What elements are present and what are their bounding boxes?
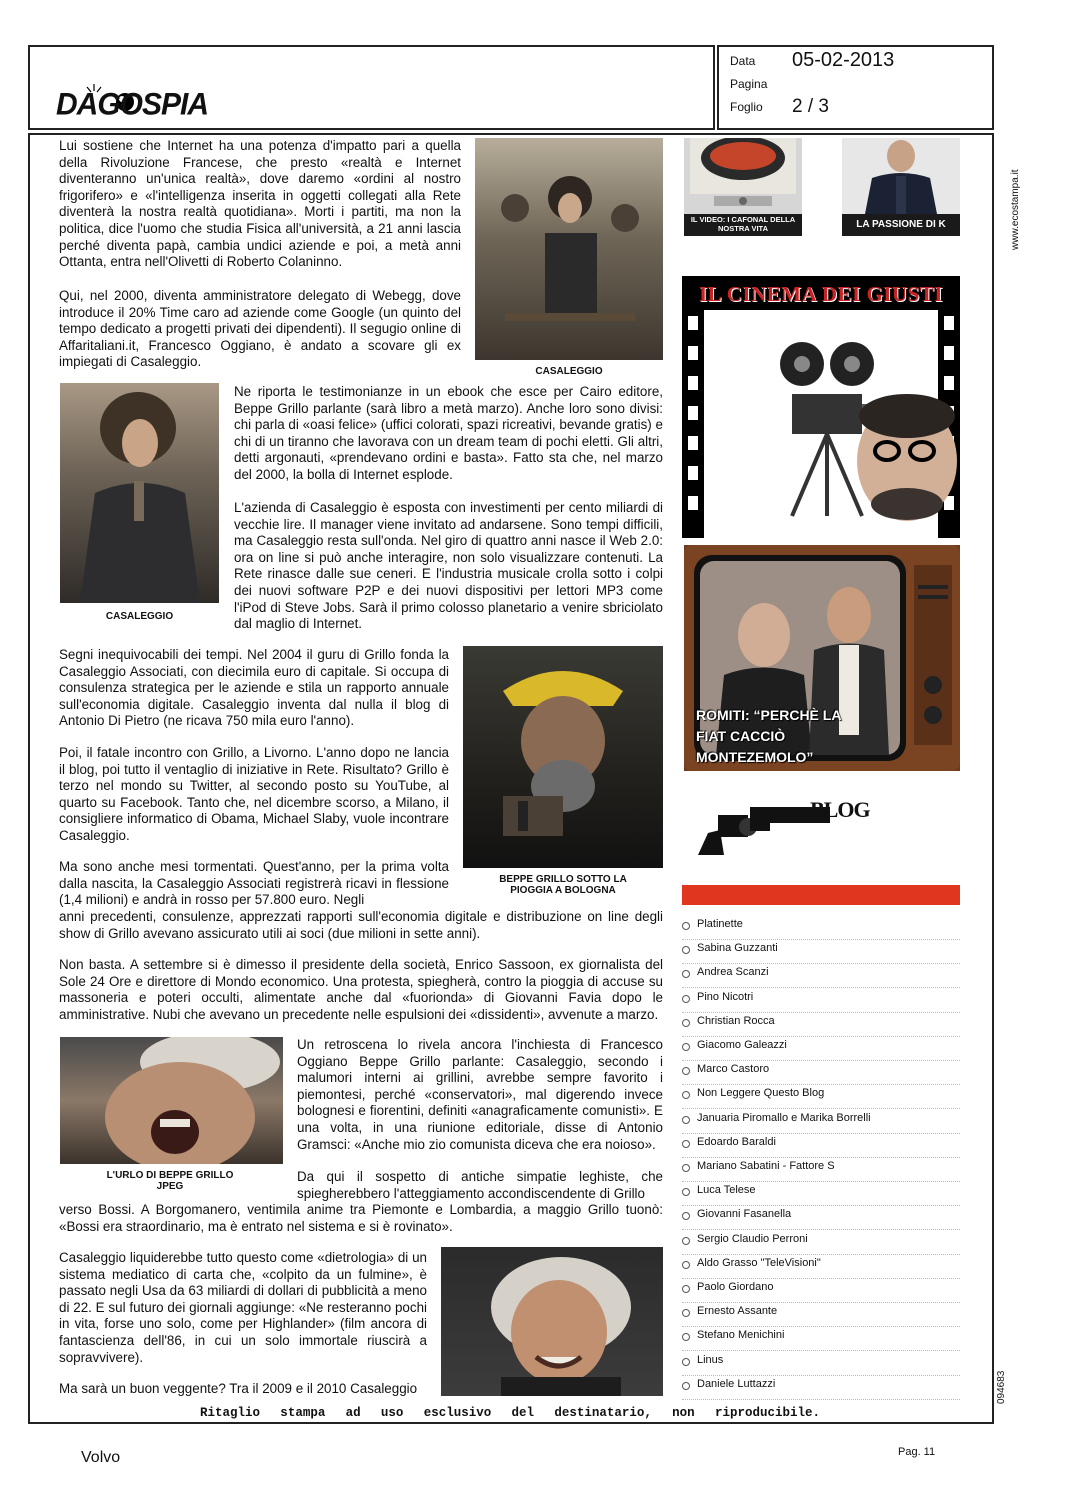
cinema-banner[interactable] [682,276,960,538]
sidebar-link[interactable] [682,1112,960,1134]
sidebar-link-label[interactable]: Paolo Giordano [697,1281,774,1293]
sidebar-link[interactable] [682,1063,960,1085]
bullet-icon [682,1067,690,1075]
paragraph-11: Casaleggio liquiderebbe tutto questo come «dietrologia» di un sistema mediatico di carta che, «colpito da un fulmine», è passato negli Usa da 63 miliardi di dollari di pubblicità a meno di 22. E sul futuro dei giornali aggiunge: «Ne resteranno pochi in vita, forse uno solo, come per Highlander» (film ancora di fantascienza dell'86, in cui un solo immortale riuscirà a sopravvivere). [59,1250,427,1365]
sidebar-link-label[interactable]: Pino Nicotri [697,990,754,1003]
bullet-icon [682,946,690,954]
paragraph-7a: Ma sono anche mesi tormentati. Quest'anno, per la prima volta dalla nascita, la Casaleggio Associati registrerà ricavi in flessione (1,4 milioni) e andrà in rosso per 57.800 euro. Negli [59,859,449,908]
photo-grillo-scream [60,1037,283,1164]
bullet-icon [682,995,690,1003]
bullet-icon [682,1140,690,1148]
sidebar-link-label[interactable]: Christian Rocca [697,1014,775,1027]
sidebar-link[interactable] [682,1208,960,1230]
bullet-icon [682,1261,690,1269]
sidebar-link-label[interactable]: Marco Castoro [697,1063,770,1076]
paragraph-4: L'azienda di Casaleggio è esposta con investimenti per cento miliardi di vecchie lire. Il manager viene invitato ad andarsene. Sono tempi difficili, ma Casaleggio resta sull'onda. Nel giro di quattro anni nasce il Web 2.0: ora on line si può anche interagire, non solo visualizzare contenuti. La Rete rinasce dalle sue ceneri. E l'industria musicale crolla sotto i colpi dei nuovi software P2P e dei nuovi dispositivi per lettori MP3 come l'iPod di Steve Jobs. Sarà il primo colosso planetario a venire sbriciolato dal maglio di Internet. [234,500,663,632]
photo-casaleggio-stage [475,138,663,360]
sidebar-link-label[interactable]: Platinette [697,918,743,930]
sidebar-link-label[interactable]: Sergio Claudio Perroni [697,1232,808,1245]
caption-grillo-rain: BEPPE GRILLO SOTTO LA PIOGGIA A BOLOGNA [499,874,627,896]
sidebar-link-label[interactable]: Januaria Piromallo e Marika Borrelli [697,1111,871,1124]
caption-grillo-scream: L'URLO DI BEPPE GRILLO JPEG [106,1170,234,1192]
paragraph-10b: verso Bossi. A Borgomanero, ventimila anime tra Piemonte e Lombardia, a maggio Grillo tuonò: «Bossi era straordinario, ma è entrato nel sistema e si è rovinato». [59,1202,663,1234]
sidebar-link[interactable] [682,1305,960,1327]
sidebar-link-label[interactable]: Ernesto Assante [697,1305,778,1318]
bullet-icon [682,1237,690,1245]
sidebar-link[interactable] [682,1039,960,1061]
sidebar-link[interactable] [682,991,960,1013]
bullet-icon [682,1116,690,1124]
paragraph-1: Lui sostiene che Internet ha una potenza d'impatto pari a quella della Rivoluzione Francese, che presto «realtà e Internet diventeranno un'unica realtà», dove daremo «ordini al nostro frigorifero» e «l'intelligenza inserita in oggetti collegati alla Rete diventerà la nostra realtà quotidiana». Morti i partiti, ma non la politica, dice l'uomo che studia Fisica all'università, a 21 anni lascia perché diventa papà, cambia undici aziende e poi, a metà anni Ottanta, entra nell'Olivetti di Roberto Colaninno. [59,138,461,270]
paragraph-7b: anni precedenti, consulenze, apprezzati rapporti sull'economia digitale e distribuzione on line degli show di Grillo avevano assicurato utili ai soci (due milioni in sette anni). [59,909,663,941]
blog-logo[interactable] [690,795,870,873]
date-value: 05-02-2013 [792,49,895,71]
client-name: Volvo [81,1449,121,1466]
video-thumbnail[interactable] [684,138,802,214]
passion-thumbnail[interactable] [842,138,960,214]
sidebar-link-label[interactable]: Aldo Grasso "TeleVisioni" [697,1256,821,1269]
bullet-icon [682,970,690,978]
paragraph-9: Un retroscena lo rivela ancora l'inchiesta di Francesco Oggiano Beppe Grillo parlante: Casaleggio, secondo i malumori interni ai grillini, avrebbe sempre favorito i piemontesi, perché «conservatori», mal digerendo invece bolognesi e fiorentini, definiti «anagraficamente comunisti». E una volta, in una riunione editoriale, disse di Antonio Gramsci: «Anche mio zio comunista diceva che era noioso». [297,1037,663,1152]
sidebar-red-bar [682,885,960,905]
paragraph-12: Ma sarà un buon veggente? Tra il 2009 e il 2010 Casaleggio [59,1381,418,1396]
sidebar-link[interactable] [682,1354,960,1376]
sidebar-link-label[interactable]: Edoardo Baraldi [697,1135,776,1148]
bullet-icon [682,1164,690,1172]
bullet-icon [682,1333,690,1341]
paragraph-10a: Da qui il sospetto di antiche simpatie leghiste, che spiegherebbero l'atteggiamento accondiscendente di Grillo [297,1169,663,1201]
sidebar-link[interactable] [682,1378,960,1400]
cinema-title[interactable]: IL CINEMA DEI GIUSTI [699,282,943,306]
sidebar-link-label[interactable]: Daniele Luttazzi [697,1377,776,1390]
sidebar-link[interactable] [682,942,960,964]
sidebar-link-label[interactable]: Giacomo Galeazzi [697,1039,787,1051]
video-caption[interactable]: IL VIDEO: I CAFONAL DELLA NOSTRA VITA [684,214,802,236]
paragraph-2: Qui, nel 2000, diventa amministratore delegato di Webegg, dove introduce il 20% Time caro ad aziende come Google (un quinto del tempo dedicato a progetti privati dei dipendenti). Il segugio online di Affaritaliani.it, Francesco Oggiano, è andato a scovare gli ex impiegati di Casaleggio. [59,288,461,370]
bullet-icon [682,1043,690,1051]
disclaimer: Ritaglio stampa ad uso esclusivo del destinatario, non riproducibile. [200,1406,820,1420]
page-label: Pagina [730,77,768,91]
bullet-icon [682,1358,690,1366]
photo-casaleggio-portrait [60,383,219,603]
sidebar-link-label[interactable]: Mariano Sabatini - Fattore S [697,1160,835,1172]
sidebar-link[interactable] [682,1233,960,1255]
bullet-icon [682,1309,690,1317]
photo-grillo-rain [463,646,663,868]
sidebar-link-label[interactable]: Giovanni Fasanella [697,1208,792,1221]
logo-text: DAGOSPIA [56,87,209,122]
paragraph-3: Ne riporta le testimonianze in un ebook che esce per Cairo editore, Beppe Grillo parlante (sarà libro a metà marzo). Anche loro sono divisi: chi parla di «oasi felice» (uffici colorati, spazi ricreativi, bevande gratis) e chi di un tiranno che lavorava con un dream team di pochi eletti. Gli altri, detti argonauti, «prendevano ordini e basta». Fatto sta che, nel marzo del 2000, la bolla di Internet esplode. [234,384,663,482]
sidebar-link[interactable] [682,1087,960,1109]
caption-casaleggio-1: CASALEGGIO [535,366,603,377]
sidebar-link[interactable] [682,1257,960,1279]
dagospia-logo [56,82,209,122]
sidebar-link-label[interactable]: Sabina Guzzanti [697,942,778,955]
side-code: 094683 [996,1370,1007,1404]
page-number: Pag. 11 [898,1446,936,1458]
sidebar-link[interactable] [682,966,960,988]
sidebar-link-label[interactable]: Andrea Scanzi [697,966,769,979]
sidebar-link-label[interactable]: Linus [697,1353,724,1366]
sidebar-link[interactable] [682,1136,960,1158]
blog-label[interactable]: BLOG [810,797,870,822]
caption-casaleggio-2: CASALEGGIO [105,611,174,622]
bullet-icon [682,1188,690,1196]
sidebar-link[interactable] [682,918,960,940]
date-label: Data [730,54,756,68]
bullet-icon [682,1019,690,1027]
bullet-icon [682,1212,690,1220]
sidebar-link[interactable] [682,1329,960,1351]
tv-caption[interactable]: ROMITI: “PERCHÈ LA FIAT CACCIÒ MONTEZEMOLO” [696,707,841,765]
photo-grillo-smile [441,1247,663,1396]
sidebar-link-label[interactable]: Non Leggere Questo Blog [697,1087,825,1100]
side-site: www.ecostampa.it [1010,169,1021,250]
sidebar-link[interactable] [682,1184,960,1206]
sidebar-link-label[interactable]: Luca Telese [697,1184,756,1197]
passion-caption[interactable]: LA PASSIONE DI K [842,214,960,236]
bullet-icon [682,922,690,930]
bullet-icon [682,1382,690,1390]
sidebar-link-label[interactable]: Stefano Menichini [697,1329,785,1342]
sheet-label: Foglio [730,100,763,114]
sidebar-link[interactable] [682,1281,960,1303]
bullet-icon [682,1091,690,1099]
tv-banner[interactable] [684,545,960,771]
sheet-value: 2 / 3 [792,96,829,117]
paragraph-6: Poi, il fatale incontro con Grillo, a Livorno. L'anno dopo ne lancia il blog, poi tutto il ventaglio di iniziative in Rete. Risultato? Grillo è terzo nel mondo su Twitter, al secondo posto su YouTube, al quarto su Facebook. Tanto che, nel dicembre scorso, a Milano, il consigliere informatico di Obama, Michael Slaby, vuole incontrare Casaleggio. [59,745,449,843]
paragraph-5: Segni inequivocabili dei tempi. Nel 2004 il guru di Grillo fonda la Casaleggio Associati, con diecimila euro di capitale. Si occupa di consulenza strategica per le aziende e stila un rapporto annuale sull'economia digitale. Casaleggio inventa dal nulla il blog di Antonio Di Pietro (ne ricava 750 mila euro l'anno). [59,647,449,729]
sidebar-link[interactable] [682,1015,960,1037]
bullet-icon [682,1285,690,1293]
sidebar-link[interactable] [682,1160,960,1182]
paragraph-8: Non basta. A settembre si è dimesso il presidente della società, Enrico Sassoon, ex giornalista del Sole 24 Ore e direttore di Mondo economico. Una protesta, spiegherà, contro la pioggia di accuse su massoneria e poteri occulti, alimentate anche dal «fuorionda» di Giovanni Favia dopo le amministrative. Nubi che avevano un precedente nelle espulsioni dei «dissidenti», avvenute a marzo. [59,957,663,1022]
